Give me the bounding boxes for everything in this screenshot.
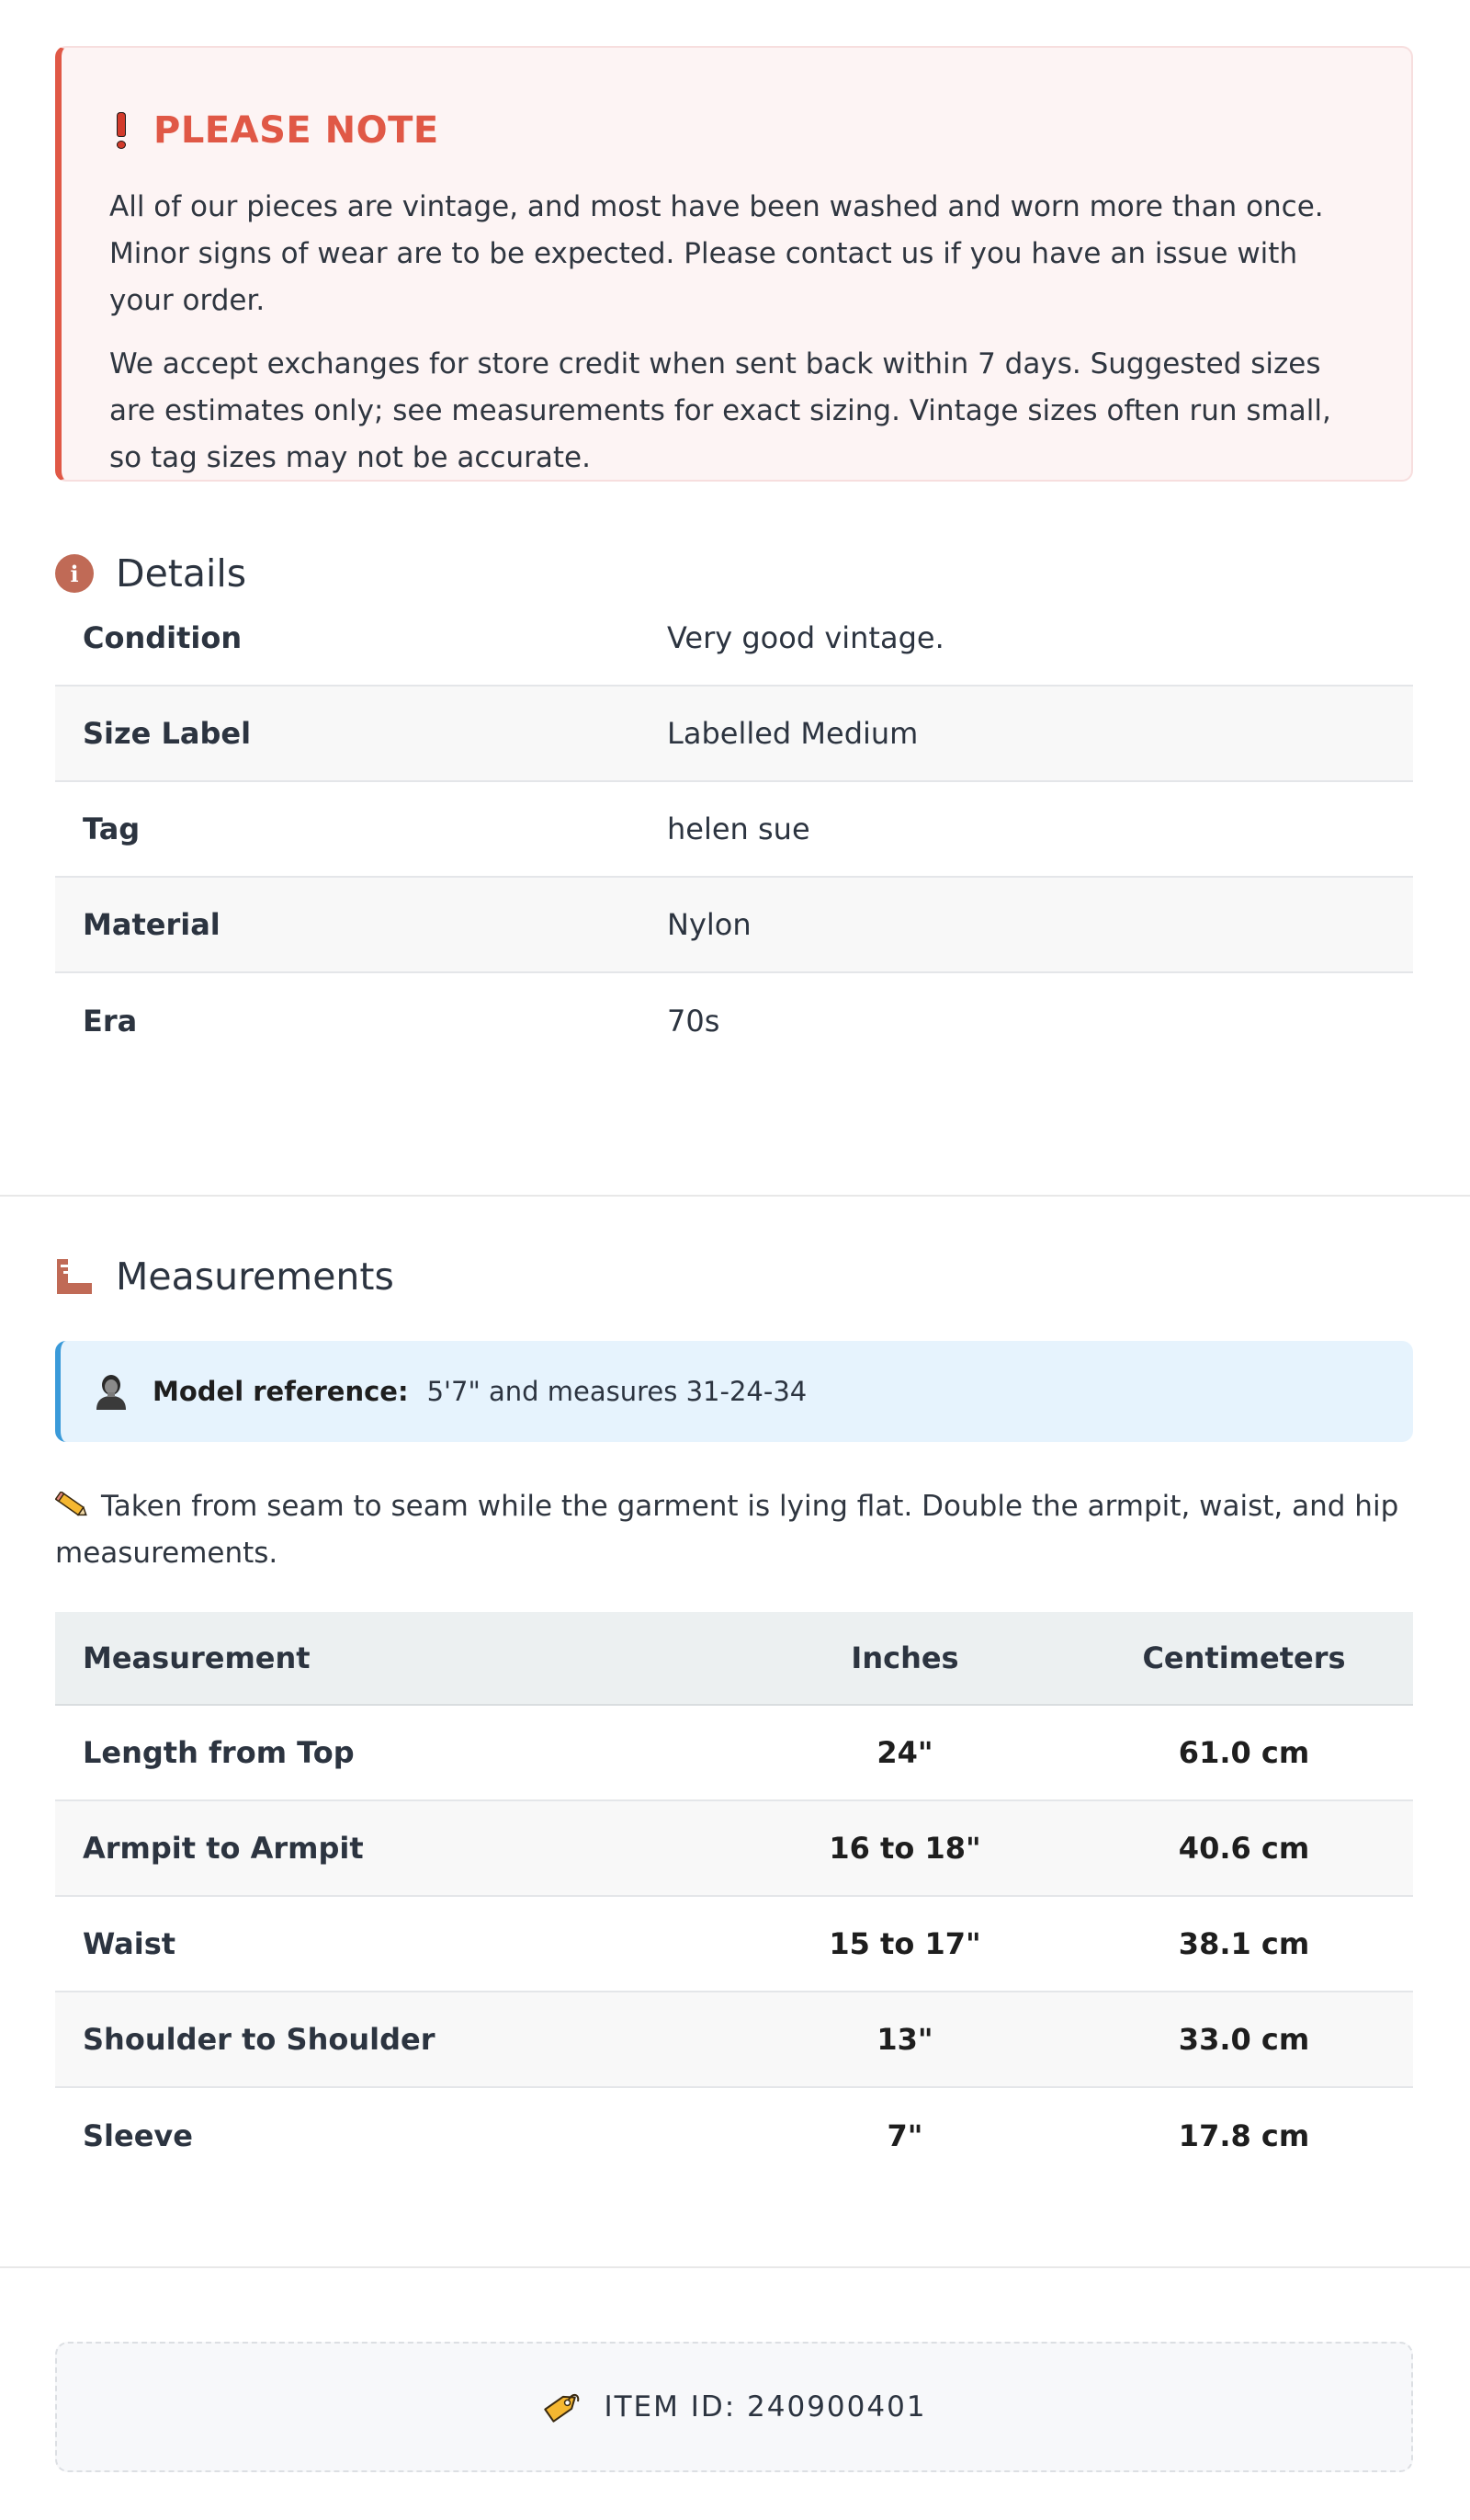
table-row — [55, 687, 1413, 782]
table-row — [55, 1992, 1413, 2088]
notice-title-text: PLEASE NOTE — [153, 109, 439, 152]
measurement-name: Shoulder to Shoulder — [83, 2022, 435, 2057]
notice-title — [109, 103, 1363, 158]
detail-label: Material — [83, 907, 220, 942]
model-reference-value: 5'7" and measures 31-24-34 — [426, 1376, 808, 1407]
model-reference-box — [55, 1341, 1413, 1442]
table-row — [55, 2088, 1413, 2184]
detail-value: 70s — [667, 1004, 720, 1039]
exclamation-icon — [115, 112, 128, 149]
table-row — [55, 973, 1413, 1069]
person-icon — [94, 1373, 129, 1410]
measurement-inches: 7" — [887, 2118, 923, 2153]
measurement-cm: 33.0 cm — [1178, 2022, 1310, 2057]
measurement-inches: 13" — [876, 2022, 933, 2057]
measurement-cm: 40.6 cm — [1178, 1831, 1310, 1866]
column-header: Measurement — [83, 1640, 311, 1675]
detail-label: Condition — [83, 620, 243, 655]
detail-value: Very good vintage. — [667, 620, 944, 655]
measurements-table — [55, 1612, 1413, 2184]
measurements-heading-text: Measurements — [116, 1254, 394, 1299]
measurement-note-text: Taken from seam to seam while the garment is lying flat. Double the armpit, waist, and hip measurements. — [55, 1490, 1399, 1570]
detail-value: Labelled Medium — [667, 716, 919, 751]
detail-label: Size Label — [83, 716, 252, 751]
column-header: Centimeters — [1142, 1640, 1346, 1675]
table-row — [55, 1801, 1413, 1897]
table-header-row — [55, 1612, 1413, 1706]
measurement-cm: 61.0 cm — [1178, 1735, 1310, 1770]
details-heading — [55, 551, 246, 596]
measurement-name: Length from Top — [83, 1735, 355, 1770]
model-reference-label: Model reference: — [153, 1376, 409, 1407]
details-heading-text: Details — [116, 551, 247, 596]
measurement-inches: 16 to 18" — [829, 1831, 981, 1866]
notice-paragraph: All of our pieces are vintage, and most have been washed and worn more than once. Minor signs of wear are to be expected. Please contact us if you have an issue with your order. — [109, 190, 1324, 317]
measurement-name: Sleeve — [83, 2118, 193, 2153]
pencil-icon — [55, 1487, 90, 1515]
item-id-box — [55, 2342, 1413, 2472]
table-row — [55, 1897, 1413, 1992]
ruler-icon — [55, 1257, 94, 1296]
item-id-text: ITEM ID: 240900401 — [604, 2390, 927, 2424]
table-row — [55, 782, 1413, 878]
measurement-cm: 17.8 cm — [1178, 2118, 1310, 2153]
detail-label: Era — [83, 1004, 138, 1039]
notice-box — [55, 46, 1413, 482]
measurement-note — [55, 1483, 1413, 1577]
details-table — [55, 591, 1413, 1069]
info-icon: i — [55, 554, 94, 593]
measurement-inches: 15 to 17" — [829, 1926, 981, 1961]
notice-paragraph: We accept exchanges for store credit when sent back within 7 days. Suggested sizes are estimates only; see measurements for exact sizing. Vintage sizes often run small, so tag sizes may not be accurate. — [109, 347, 1331, 474]
table-row — [55, 1706, 1413, 1801]
measurements-heading — [55, 1254, 394, 1300]
table-row — [55, 878, 1413, 973]
detail-value: Nylon — [667, 907, 752, 942]
measurement-cm: 38.1 cm — [1178, 1926, 1310, 1961]
measurement-inches: 24" — [876, 1735, 933, 1770]
column-header: Inches — [851, 1640, 959, 1675]
detail-label: Tag — [83, 812, 141, 846]
measurement-name: Waist — [83, 1926, 176, 1961]
table-row — [55, 591, 1413, 687]
measurement-name: Armpit to Armpit — [83, 1831, 364, 1866]
detail-value: helen sue — [667, 812, 810, 846]
section-divider — [0, 1195, 1470, 1197]
tag-icon — [541, 2389, 582, 2425]
section-divider — [0, 2266, 1470, 2268]
